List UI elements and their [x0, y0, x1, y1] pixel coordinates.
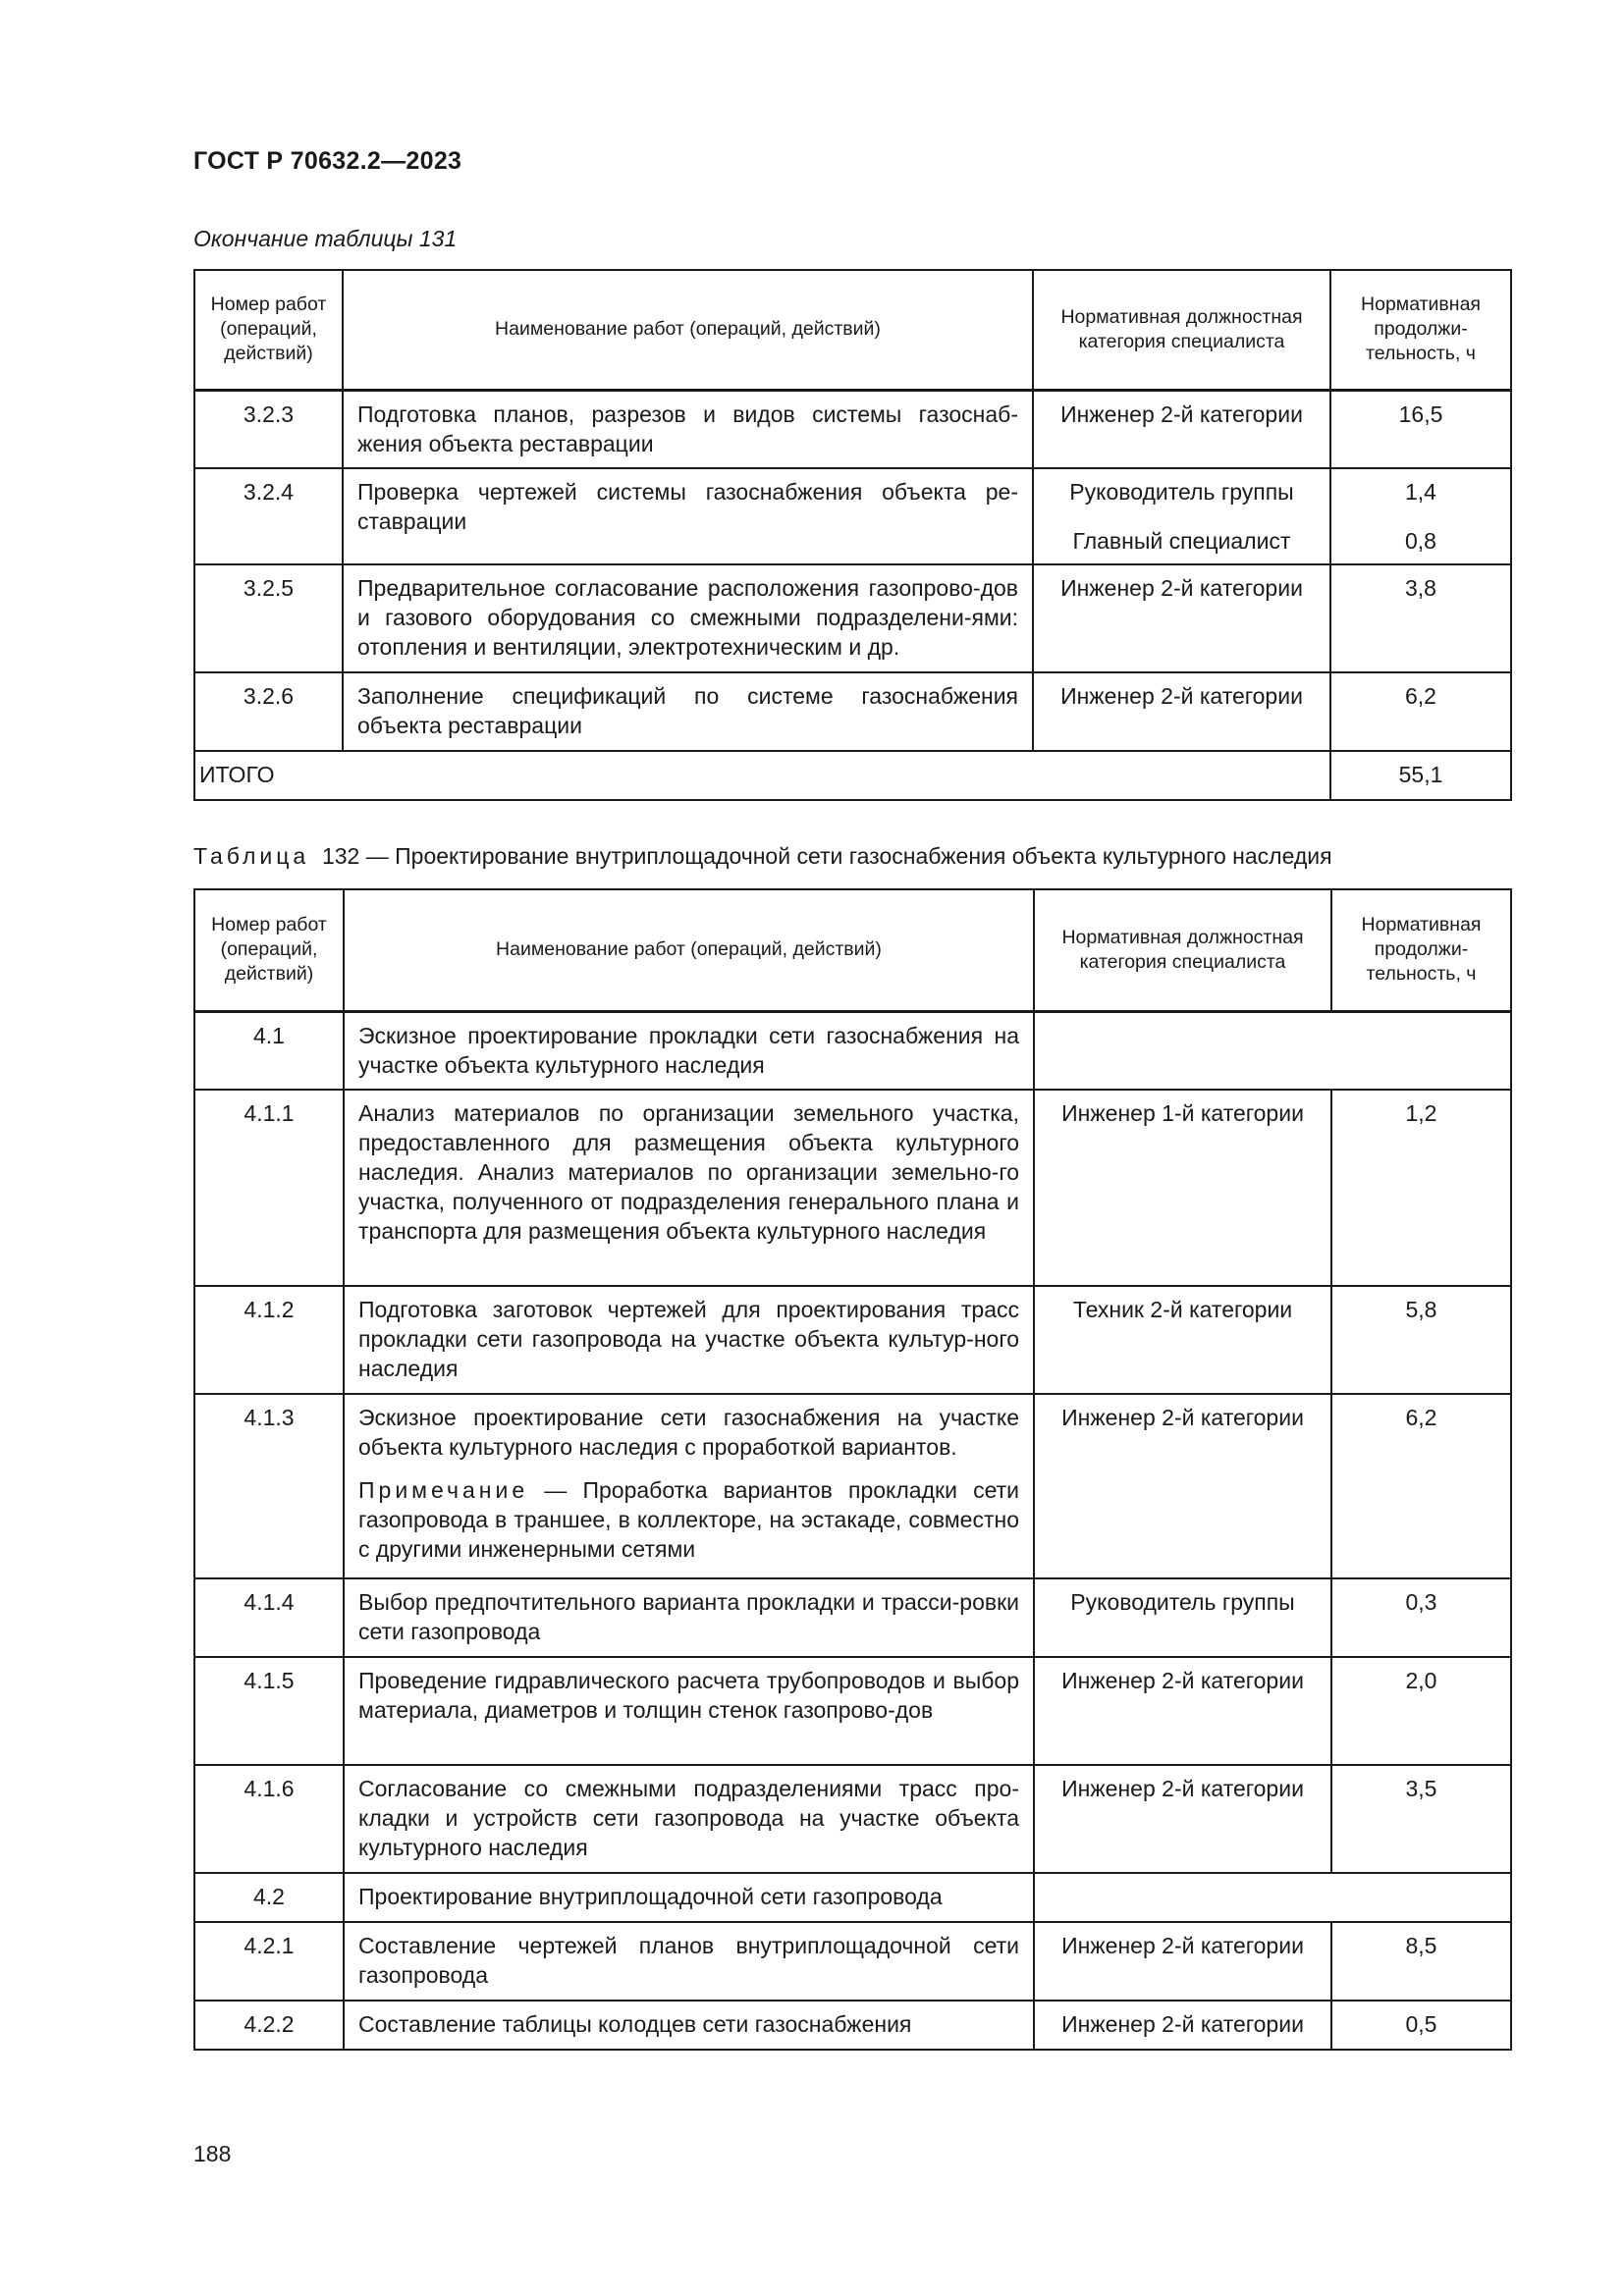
table-row — [194, 1922, 1511, 2001]
row-name: Выбор предпочтительного варианта прокладки и трасси-ровки сети газопровода — [344, 1578, 1034, 1657]
row-name: Подготовка планов, разрезов и видов системы газоснаб-жения объекта реставрации — [343, 390, 1033, 468]
row-num: 3.2.4 — [194, 468, 343, 564]
row-num: 4.1 — [194, 1011, 344, 1090]
row-category-cell — [1033, 468, 1330, 564]
total-value: 55,1 — [1330, 751, 1511, 800]
row-name: Проведение гидравлического расчета трубопроводов и выбор материала, диаметров и толщин стенок газопрово-дов — [344, 1657, 1034, 1765]
row-name: Согласование со смежными подразделениями трасс про-кладки и устройств сети газопровода на участке объекта культурного наследия — [344, 1765, 1034, 1873]
row-duration: 6,2 — [1331, 1394, 1511, 1578]
column-header-name: Наименование работ (операций, действий) — [344, 889, 1034, 1011]
row-category: Инженер 2-й категории — [1034, 1657, 1331, 1765]
table-row — [194, 468, 1511, 564]
row-empty — [1034, 1873, 1511, 1922]
row-num: 4.1.6 — [194, 1765, 344, 1873]
row-name: Предварительное согласование расположения газопрово-дов и газового оборудования со смежными подразделени-ями: отопления и вентиляции, электротехническим и др. — [343, 564, 1033, 672]
row-num: 4.1.5 — [194, 1657, 344, 1765]
column-header-duration: Нормативная продолжи-тельность, ч — [1330, 270, 1511, 390]
row-category: Инженер 2-й категории — [1033, 564, 1330, 672]
table-131-caption: Окончание таблицы 131 — [193, 226, 458, 251]
row-duration: 0,5 — [1331, 2001, 1511, 2050]
row-duration: 2,0 — [1331, 1657, 1511, 1765]
row-name: Эскизное проектирование сети газоснабжения на участке объекта культурного наследия с проработкой вариантов. — [358, 1405, 1019, 1460]
section-row — [194, 1011, 1511, 1090]
row-category: Инженер 2-й категории — [1033, 390, 1330, 468]
row-name: Проектирование внутриплощадочной сети газопровода — [344, 1873, 1034, 1922]
row-duration: 6,2 — [1330, 672, 1511, 751]
row-category: Инженер 2-й категории — [1034, 1765, 1331, 1873]
row-category: Инженер 2-й категории — [1034, 1394, 1331, 1578]
table-row — [194, 672, 1511, 751]
row-duration: 5,8 — [1331, 1286, 1511, 1394]
column-header-category: Нормативная должностная категория специалиста — [1034, 889, 1331, 1011]
row-duration: 1,4 — [1405, 479, 1436, 505]
column-header-name: Наименование работ (операций, действий) — [343, 270, 1033, 390]
column-header-num: Номер работ (операций, действий) — [194, 889, 344, 1011]
total-row — [194, 751, 1511, 800]
row-num: 3.2.3 — [194, 390, 343, 468]
row-num: 3.2.6 — [194, 672, 343, 751]
column-header-category: Нормативная должностная категория специалиста — [1033, 270, 1330, 390]
table-132 — [193, 888, 1512, 2051]
row-name: Анализ материалов по организации земельного участка, предоставленного для размещения объекта культурного наследия. Анализ материалов по организации земельно-го участка, полученного от подразделения генерального плана и транспорта для размещения объекта культурного наследия — [344, 1090, 1034, 1286]
row-num: 4.2.2 — [194, 2001, 344, 2050]
table-row — [194, 1286, 1511, 1394]
row-duration: 16,5 — [1330, 390, 1511, 468]
row-num: 4.1.3 — [194, 1394, 344, 1578]
table-row — [194, 2001, 1511, 2050]
row-name: Подготовка заготовок чертежей для проектирования трасс прокладки сети газопровода на участке объекта культур-ного наследия — [344, 1286, 1034, 1394]
table-132-caption-text: 132 — Проектирование внутриплощадочной сети газоснабжения объекта культурного наследия — [321, 843, 1332, 869]
row-num: 4.1.1 — [194, 1090, 344, 1286]
row-name: Проверка чертежей системы газоснабжения объекта ре-ставрации — [343, 468, 1033, 564]
row-duration: 3,8 — [1330, 564, 1511, 672]
table-header-row — [194, 889, 1511, 1011]
row-category: Техник 2-й категории — [1034, 1286, 1331, 1394]
column-header-duration: Нормативная продолжи-тельность, ч — [1331, 889, 1511, 1011]
table-132-caption-prefix: Таблица — [193, 843, 310, 869]
table-row — [194, 1090, 1511, 1286]
table-row — [194, 1578, 1511, 1657]
note-label: Примечание — [358, 1477, 529, 1503]
row-name-cell — [344, 1394, 1034, 1578]
row-category: Руководитель группы — [1034, 1578, 1331, 1657]
row-category: Инженер 2-й категории — [1034, 2001, 1331, 2050]
section-row — [194, 1873, 1511, 1922]
row-name: Составление таблицы колодцев сети газоснабжения — [344, 2001, 1034, 2050]
row-duration: 1,2 — [1331, 1090, 1511, 1286]
row-empty — [1034, 1011, 1511, 1090]
row-category: Инженер 1-й категории — [1034, 1090, 1331, 1286]
page-number: 188 — [193, 2141, 232, 2166]
row-category: Инженер 2-й категории — [1034, 1922, 1331, 2001]
row-category-2: Главный специалист — [1072, 528, 1291, 554]
table-row — [194, 1394, 1511, 1578]
note-text: — Проработка вариантов прокладки сети газопровода в траншее, в коллекторе, на эстакаде, совместно с другими инженерными сетями — [358, 1477, 1019, 1562]
row-name: Эскизное проектирование прокладки сети газоснабжения на участке объекта культурного наследия — [344, 1011, 1034, 1090]
row-name: Составление чертежей планов внутриплощадочной сети газопровода — [344, 1922, 1034, 2001]
table-header-row — [194, 270, 1511, 390]
table-131 — [193, 269, 1512, 801]
row-num: 4.2.1 — [194, 1922, 344, 2001]
row-num: 4.1.4 — [194, 1578, 344, 1657]
row-num: 4.1.2 — [194, 1286, 344, 1394]
row-category: Инженер 2-й категории — [1033, 672, 1330, 751]
column-header-num: Номер работ (операций, действий) — [194, 270, 343, 390]
row-duration: 0,3 — [1331, 1578, 1511, 1657]
row-num: 3.2.5 — [194, 564, 343, 672]
row-duration-2: 0,8 — [1405, 528, 1436, 554]
table-row — [194, 564, 1511, 672]
row-note — [358, 1475, 1019, 1564]
row-duration: 8,5 — [1331, 1922, 1511, 2001]
table-132-caption — [193, 843, 1332, 870]
row-duration: 3,5 — [1331, 1765, 1511, 1873]
document-header: ГОСТ Р 70632.2—2023 — [193, 147, 462, 175]
table-row — [194, 1657, 1511, 1765]
row-num: 4.2 — [194, 1873, 344, 1922]
table-row — [194, 1765, 1511, 1873]
row-name: Заполнение спецификаций по системе газоснабжения объекта реставрации — [343, 672, 1033, 751]
total-label: ИТОГО — [194, 751, 1330, 800]
row-category: Руководитель группы — [1069, 479, 1294, 505]
table-row — [194, 390, 1511, 468]
row-duration-cell — [1330, 468, 1511, 564]
